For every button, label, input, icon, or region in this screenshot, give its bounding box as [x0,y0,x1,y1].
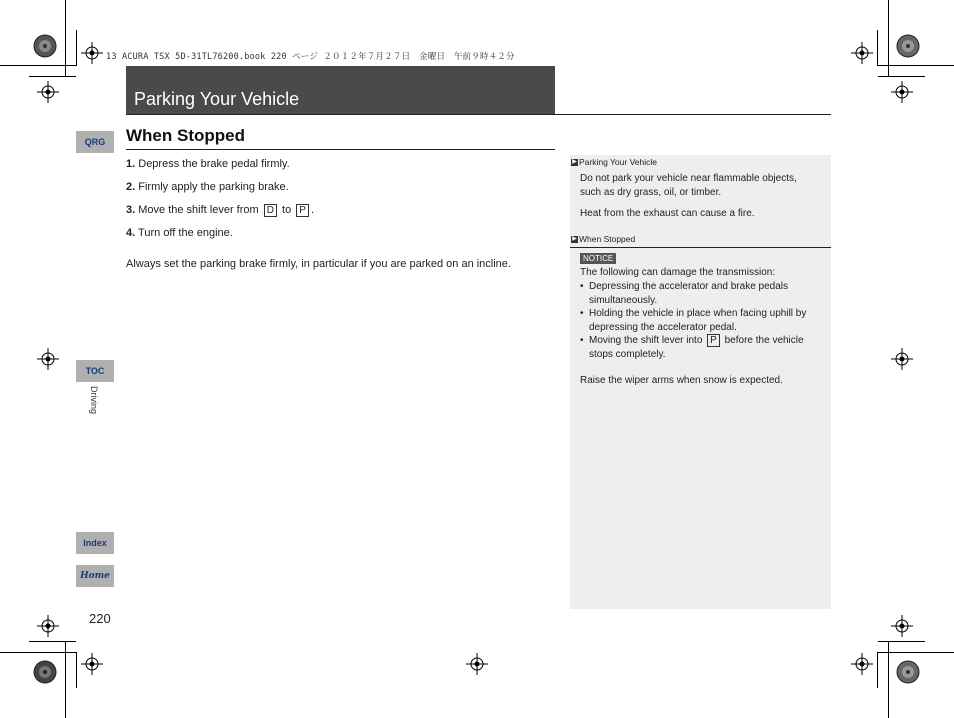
step-number: 3. [126,204,136,216]
chapter-label: Driving [89,386,99,415]
step-text: Move the shift lever from [138,204,259,216]
notice-intro: The following can damage the transmission: [580,267,776,278]
bullet-dot: • [580,308,584,319]
qrg-button[interactable]: QRG [76,131,114,153]
crop-line [878,65,954,66]
registration-mark-icon [891,81,913,103]
step-item [126,181,289,193]
shift-key-d: D [264,204,277,217]
step-number: 1. [126,158,136,170]
bullet-text-group [589,334,825,362]
section-heading: When Stopped [126,126,245,145]
crop-line [877,30,878,66]
color-wheel-mark [33,660,57,684]
notice-bullet [580,307,825,335]
step-item [126,227,233,239]
cross-reference-label: When Stopped [579,234,636,244]
home-button[interactable] [76,565,114,587]
home-label: Home [80,571,110,581]
step-text: . [310,204,315,216]
crop-line [878,76,925,77]
color-wheel-mark [896,34,920,58]
crop-line [76,30,77,66]
color-wheel-mark [896,660,920,684]
cross-reference-link[interactable] [571,234,635,244]
page-title: Parking Your Vehicle [134,89,300,109]
registration-mark-icon [81,653,103,675]
step-text: Firmly apply the parking brake. [138,181,289,193]
section-rule [126,149,555,150]
step-item [126,204,314,217]
toc-button[interactable]: TOC [76,360,114,382]
sidebar-closing: Raise the wiper arms when snow is expected. [580,375,783,386]
crop-line [76,652,77,688]
registration-mark-icon [37,81,59,103]
sidebar-rule [570,247,831,248]
registration-mark-icon [37,615,59,637]
crop-line [878,641,925,642]
body-note: Always set the parking brake firmly, in particular if you are parked on an incline. [126,258,511,270]
crop-line [29,76,76,77]
crop-line [888,0,889,76]
page-number: 220 [89,611,111,626]
notice-badge: NOTICE [580,253,616,264]
bullet-text: before the vehicle stops completely. [589,335,804,360]
registration-mark-icon [37,348,59,370]
bullet-text: Depressing the accelerator and brake pedals simultaneously. [589,281,789,306]
registration-mark-icon [851,653,873,675]
step-number: 2. [126,181,136,193]
bullet-text: Moving the shift lever into [589,335,703,346]
step-number: 4. [126,227,136,239]
step-item [126,158,290,170]
shift-key-p: P [707,334,720,347]
color-wheel-mark [33,34,57,58]
step-text: to [282,204,292,216]
notice-bullet [580,334,825,362]
crop-line [65,0,66,76]
registration-mark-icon [81,42,103,64]
registration-mark-icon [891,348,913,370]
crop-line [29,641,76,642]
cross-reference-link[interactable] [571,157,657,167]
print-header: 13 ACURA TSX 5D-31TL76200.book 220 ページ ２０１２年７月２７日 金曜日 午前９時４２分 [106,52,515,62]
cross-reference-label: Parking Your Vehicle [579,157,657,167]
bullet-dot: • [580,281,584,292]
index-button[interactable]: Index [76,532,114,554]
crop-line [878,652,954,653]
shift-key-p: P [296,204,309,217]
crop-line [65,641,66,718]
registration-mark-icon [466,653,488,675]
bullet-dot: • [580,335,584,346]
sidebar-paragraph: Do not park your vehicle near flammable objects, such as dry grass, oil, or timber. [580,173,797,198]
registration-mark-icon [891,615,913,637]
reference-arrow-icon: ▶ [572,159,577,166]
notice-bullet [580,280,825,308]
sidebar-paragraph: Heat from the exhaust can cause a fire. [580,208,755,219]
crop-line [877,652,878,688]
crop-line [888,641,889,718]
step-text: Depress the brake pedal firmly. [138,158,290,170]
bullet-text: Holding the vehicle in place when facing uphill by depressing the accelerator pedal. [589,308,807,333]
reference-arrow-icon: ▶ [572,236,577,243]
registration-mark-icon [851,42,873,64]
step-text: Turn off the engine. [138,227,233,239]
title-rule [126,114,831,115]
